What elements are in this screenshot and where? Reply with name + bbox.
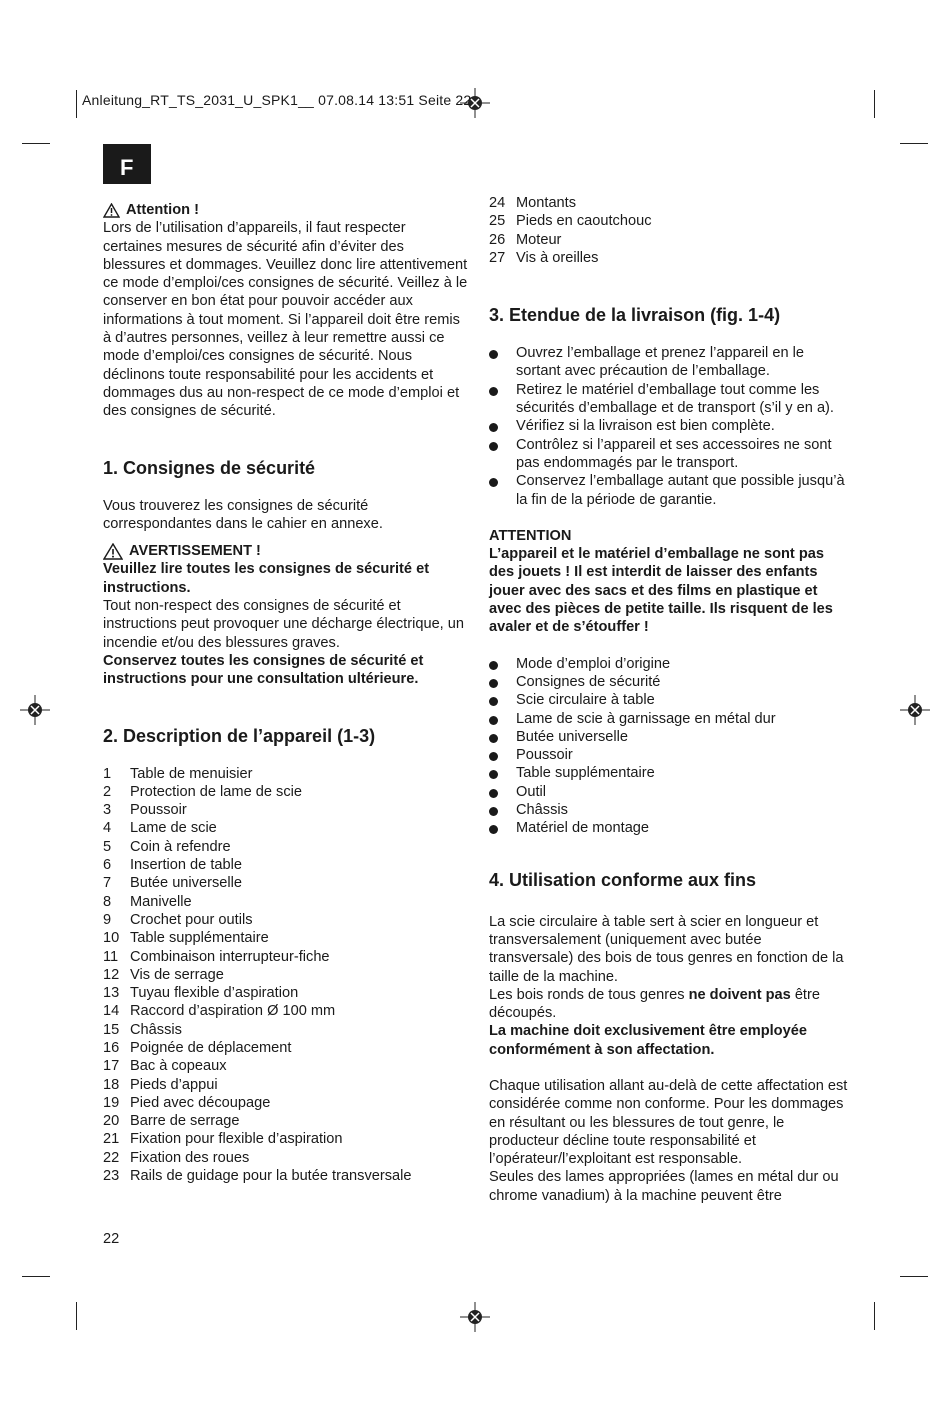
crop-mark [76,1302,77,1330]
item-label: Insertion de table [130,857,242,874]
list-item [103,1076,468,1094]
bullet-item [489,436,849,473]
section1-text: Vous trouverez les consignes de sécurité correspondantes dans le cahier en annexe. [103,497,383,532]
registration-mark-icon [460,1302,490,1332]
item-label: Moteur [516,231,562,248]
item-number: 2 [103,783,112,800]
warning-title: AVERTISSEMENT ! [129,543,261,560]
list-item [103,929,468,947]
use-bold-statement: La machine doit exclusivement être employée conformément à son affectation. [489,1023,807,1058]
bullet-item [489,783,849,801]
bullet-icon [489,783,516,801]
item-label: Tuyau flexible d’aspiration [130,985,299,1002]
bullet-icon [489,746,516,764]
item-label: Table supplémentaire [130,930,269,947]
item-label: Coin à refendre [130,838,231,855]
registration-mark-icon [900,695,930,725]
item-number: 11 [103,948,119,965]
bullet-text: Mode d’emploi d’origine [516,655,671,672]
use-paragraph-3: Chaque utilisation allant au-delà de cette affectation est considérée comme non conforme. Pour les dommages en résultant ou les blessures de tout genre, le producteur décline toute responsabilité et l’opérateur/l’exploitant est responsable. [489,1077,848,1168]
list-item [489,212,849,230]
list-item [103,1167,468,1185]
item-label: Montants [516,195,577,211]
item-number: 1 [103,765,112,782]
bullet-text: Conservez l’emballage autant que possible jusqu’à la fin de la période de garantie. [516,473,845,508]
item-label: Pieds d’appui [130,1076,218,1093]
item-label: Raccord d’aspiration Ø 100 mm [130,1003,336,1020]
item-number: 5 [103,838,112,855]
item-label: Vis à oreilles [516,249,599,266]
bullet-icon [489,819,516,837]
page-number: 22 [103,1231,120,1247]
bullet-item [489,691,849,709]
item-number: 8 [103,893,112,910]
bullet-icon [489,710,516,728]
registration-mark-icon [20,695,50,725]
section4-title: 4. Utilisation conforme aux fins [489,869,757,890]
list-item [103,966,468,984]
crop-mark [874,1302,875,1330]
item-number: 18 [103,1076,120,1093]
list-item [103,1094,468,1112]
bullet-text: Scie circulaire à table [516,692,655,709]
item-label: Combinaison interrupteur-fiche [130,948,330,965]
bullet-text: Consignes de sécurité [516,673,661,690]
list-item [103,1039,468,1057]
crop-mark [22,143,50,144]
item-number: 27 [489,249,506,266]
item-label: Poussoir [130,802,187,819]
item-number: 19 [103,1094,120,1111]
crop-mark [900,1276,928,1277]
item-number: 20 [103,1113,120,1130]
bullet-text: Châssis [516,802,568,819]
bullet-text: Vérifiez si la livraison est bien complète. [516,418,775,435]
bullet-text: Ouvrez l’emballage et prenez l’appareil en le sortant avec précaution de l’emballage. [516,345,804,380]
item-number: 6 [103,857,112,874]
bullet-item [489,710,849,728]
bullet-icon [489,673,516,691]
left-column [103,201,468,1185]
item-number: 4 [103,820,112,837]
bullet-icon [489,344,516,381]
use-paragraph-4: Seules des lames appropriées (lames en métal dur ou chrome vanadium) à la machine peuvent être [489,1169,839,1204]
list-item [103,765,468,783]
bullet-item [489,673,849,691]
item-number: 15 [103,1021,120,1038]
warning-bold-2: Conservez toutes les consignes de sécurité et instructions pour une consultation ultérieure. [103,652,424,688]
crop-mark [22,1276,50,1277]
item-label: Rails de guidage pour la butée transversale [130,1168,412,1185]
bullet-icon [489,691,516,709]
bullet-text: Contrôlez si l’appareil et ses accessoires ne sont pas endommagés par le transport. [516,436,832,471]
bullet-item [489,417,849,435]
bullet-icon [489,381,516,418]
list-item [103,838,468,856]
list-item [103,801,468,819]
use-p2-tail: être découpés. [489,986,820,1022]
bullet-item [489,344,849,381]
crop-mark [76,90,77,118]
warning-triangle-icon [103,203,120,218]
item-number: 14 [103,1003,120,1020]
list-item [103,948,468,966]
item-label: Manivelle [130,893,192,910]
item-number: 12 [103,966,120,983]
list-item [103,856,468,874]
item-label: Poignée de déplacement [130,1039,292,1056]
contents-list [489,655,849,838]
list-item [489,194,849,212]
bullet-text: Outil [516,783,547,800]
item-number: 3 [103,802,112,819]
item-number: 21 [103,1131,120,1148]
warning-triangle-icon [103,543,123,560]
item-label: Protection de lame de scie [130,783,302,800]
warning-text: Tout non-respect des consignes de sécurité et instructions peut provoquer une décharge électrique, un incendie et/ou des blessures graves. [103,598,465,651]
item-label: Fixation des roues [130,1149,250,1166]
list-item [103,1002,468,1020]
attention-heading [103,201,468,219]
list-item [103,1130,468,1148]
attention-text-right: L’appareil et le matériel d’emballage ne sont pas des jouets ! Il est interdit de laisser des enfants jouer avec des sacs et des films en plastique et avec des pièces de petite taille. Ils risquent de les avaler et de s’étouffer ! [489,546,833,636]
item-number: 22 [103,1149,120,1166]
warning-bold: Veuillez lire toutes les consignes de sécurité et instructions. [103,561,430,596]
list-item [103,819,468,837]
section1-title: 1. Consignes de sécurité [103,457,316,478]
bullet-item [489,381,849,418]
bullet-text: Poussoir [516,747,573,764]
attention-title: Attention ! [126,202,199,218]
right-column [489,194,849,1205]
parts-list-continued [489,194,849,267]
list-item [489,249,849,267]
list-item [103,1149,468,1167]
bullet-icon [489,801,516,819]
list-item [103,783,468,801]
bullet-icon [489,764,516,782]
bullet-text: Lame de scie à garnissage en métal dur [516,710,776,727]
item-label: Fixation pour flexible d’aspiration [130,1131,343,1148]
bullet-icon [489,472,516,509]
bullet-text: Butée universelle [516,728,628,745]
item-number: 16 [103,1039,120,1056]
section3-title: 3. Etendue de la livraison (fig. 1-4) [489,305,781,326]
bullet-item [489,746,849,764]
file-header: Anleitung_RT_TS_2031_U_SPK1__ 07.08.14 13:51 Seite 22 [82,92,472,108]
item-label: Table de menuisier [130,765,253,782]
item-label: Crochet pour outils [130,911,253,928]
bullet-icon [489,417,516,435]
item-number: 13 [103,985,120,1002]
item-label: Bac à copeaux [130,1058,227,1075]
item-label: Vis de serrage [130,966,224,983]
list-item [103,874,468,892]
bullet-item [489,764,849,782]
item-number: 26 [489,231,506,248]
item-number: 7 [103,875,112,892]
list-item [489,231,849,249]
item-label: Pieds en caoutchouc [516,213,652,230]
bullet-icon [489,728,516,746]
crop-mark [900,143,928,144]
bullet-text: Matériel de montage [516,820,650,837]
list-item [103,984,468,1002]
use-p2-bold: ne doivent pas [688,986,791,1003]
delivery-steps [489,344,849,509]
list-item [103,1112,468,1130]
item-label: Lame de scie [130,820,217,837]
item-number: 17 [103,1058,120,1075]
list-item [103,911,468,929]
item-label: Barre de serrage [130,1113,240,1130]
attention-text: Lors de l’utilisation d’appareils, il faut respecter certaines mesures de sécurité afin d’éviter des blessures et dommages. Veuillez donc lire attentivement ce mode d’emploi/ces consignes de sécurité. Veillez à le conserver en bon état pour pouvoir accéder aux informations à tout moment. Si l’appareil doit être remis à d’autres personnes, veillez à leur remettre aussi ce mode d’emploi/ces consignes de sécurité. Nous déclinons toute responsabilité pour les accidents et dommages dus au non-respect de ce mode d’emploi et des consignes de sécurité. [103,220,468,420]
warning-heading [103,542,468,560]
bullet-item [489,819,849,837]
bullet-icon [489,655,516,673]
use-paragraph-2 [489,986,849,1023]
bullet-text: Table supplémentaire [516,765,655,782]
use-p2-text: Les bois ronds de tous genres [489,986,689,1003]
item-label: Butée universelle [130,875,242,892]
bullet-item [489,801,849,819]
item-number: 24 [489,195,506,211]
crop-mark [874,90,875,118]
list-item [103,1021,468,1039]
use-paragraph-1: La scie circulaire à table sert à scier en longueur et transversalement (uniquement avec butée transversale) des bois de tous genres en fonction de la taille de la machine. [489,913,844,985]
list-item [103,893,468,911]
bullet-item [489,472,849,509]
list-item [103,1057,468,1075]
bullet-item [489,655,849,673]
language-tab: F [103,144,151,184]
item-number: 25 [489,213,506,230]
item-number: 23 [103,1168,120,1185]
section2-title: 2. Description de l’appareil (1-3) [103,725,376,746]
bullet-text: Retirez le matériel d’emballage tout comme les sécurités d’emballage et de transport (s’il y en a). [516,381,834,417]
item-number: 9 [103,911,112,928]
item-number: 10 [103,930,120,947]
bullet-item [489,728,849,746]
item-label: Pied avec découpage [130,1094,271,1111]
item-label: Châssis [130,1021,182,1038]
attention-label: ATTENTION [489,527,572,544]
bullet-icon [489,436,516,473]
parts-list [103,765,468,1186]
